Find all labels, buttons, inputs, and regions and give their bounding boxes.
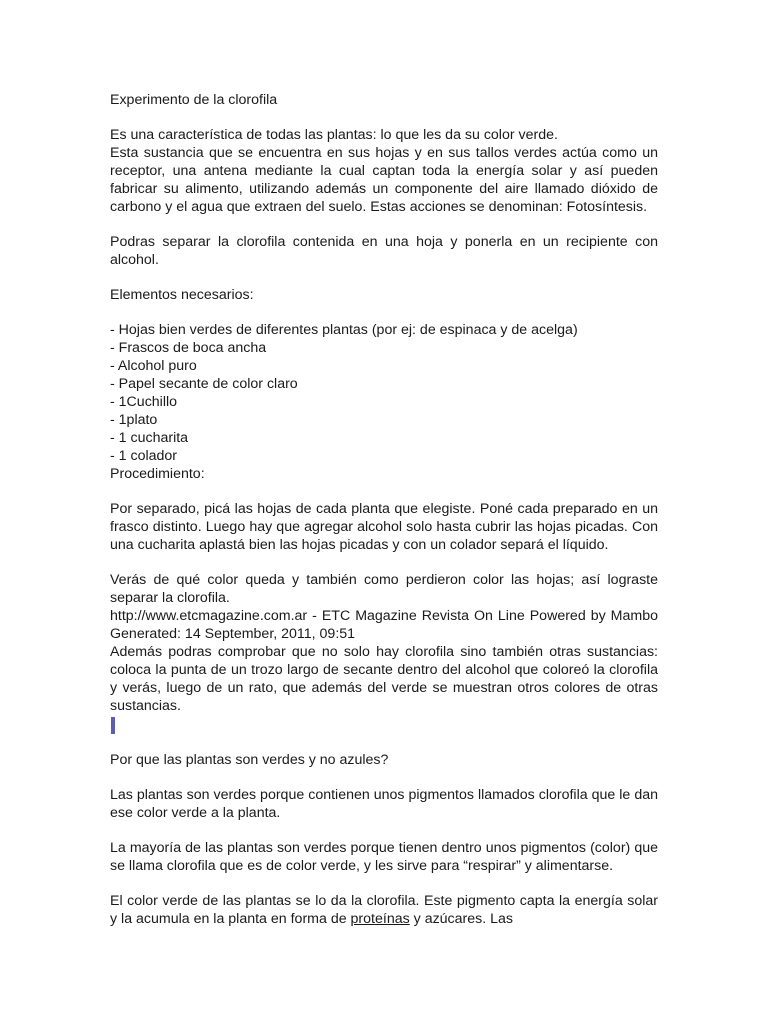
- intro-paragraph-2: Esta sustancia que se encuentra en sus hojas y en sus tallos verdes actúa como un receptor, una antena mediante la cual captan toda la energía solar y así pueden fabricar su alimento, utilizando además un componente del aire llamado dióxido de carbono y el agua que extraen del suelo. Estas acciones se denominan: Fotosíntesis.: [110, 145, 658, 215]
- spacer: [110, 109, 658, 126]
- procedure-heading: Procedimiento:: [110, 466, 205, 482]
- source-line: http://www.etcmagazine.com.ar - ETC Magazine Revista On Line Powered by Mambo Generated: 14 September, 2011, 09:51: [110, 608, 658, 642]
- link-proteinas[interactable]: proteínas: [350, 911, 410, 927]
- answer3-text: . Las: [482, 911, 514, 927]
- spacer: [110, 304, 658, 321]
- list-item: - 1 cucharita: [110, 430, 189, 446]
- spacer: [110, 769, 658, 786]
- answer3-text: azúcares: [424, 911, 483, 927]
- extra-paragraph: Además podras comprobar que no solo hay clorofila sino también otras sustancias: coloca la punta de un trozo largo de secante dentro del alcohol que coloreó la clorofila y verás, luego de un rato, que además del verde se muestran otros colores de otras sustancias.: [110, 644, 658, 714]
- document-title: Experimento de la clorofila: [110, 92, 278, 108]
- answer-paragraph-1: Las plantas son verdes porque contienen unos pigmentos llamados clorofila que le dan ese color verde a la planta.: [110, 787, 658, 821]
- spacer: [110, 483, 658, 500]
- document-page: [110, 91, 658, 928]
- spacer: [110, 734, 658, 751]
- materials-list: [110, 321, 658, 465]
- text-cursor-marker: [111, 717, 115, 734]
- separation-paragraph: Podras separar la clorofila contenida en una hoja y ponerla en un recipiente con alcohol.: [110, 234, 658, 268]
- question-heading: Por que las plantas son verdes y no azules?: [110, 752, 389, 768]
- list-item: - 1 colador: [110, 448, 178, 464]
- answer3-text: El color verde de las plantas se lo da la clorofila. Este pigmento capta la energía solar y la acumula en la planta en forma de: [110, 893, 658, 927]
- intro-paragraph-1: Es una característica de todas las plantas: lo que les da su color verde.: [110, 127, 558, 143]
- list-item: - Papel secante de color claro: [110, 376, 298, 392]
- procedure-paragraph: Por separado, picá las hojas de cada planta que elegiste. Poné cada preparado en un frasco distinto. Luego hay que agregar alcohol solo hasta cubrir las hojas picadas. Con una cucharita aplastá bien las hojas picadas y con un colador separá el líquido.: [110, 501, 658, 553]
- list-item: - 1plato: [110, 412, 158, 428]
- answer-paragraph-2: La mayoría de las plantas son verdes porque tienen dentro unos pigmentos (color) que se llama clorofila que es de color verde, y les sirve para “respirar” y alimentarse.: [110, 840, 658, 874]
- spacer: [110, 216, 658, 233]
- answer3-text: y: [409, 911, 425, 927]
- answer-paragraph-3: [110, 892, 658, 928]
- spacer: [110, 875, 658, 892]
- list-item: - Alcohol puro: [110, 358, 197, 374]
- list-item: - Frascos de boca ancha: [110, 340, 267, 356]
- list-item: - 1Cuchillo: [110, 394, 178, 410]
- result-paragraph: Verás de qué color queda y también como perdieron color las hojas; así lograste separar la clorofila.: [110, 572, 658, 606]
- materials-heading: Elementos necesarios:: [110, 287, 254, 303]
- list-item: - Hojas bien verdes de diferentes plantas (por ej: de espinaca y de acelga): [110, 322, 578, 338]
- spacer: [110, 822, 658, 839]
- spacer: [110, 269, 658, 286]
- spacer: [110, 554, 658, 571]
